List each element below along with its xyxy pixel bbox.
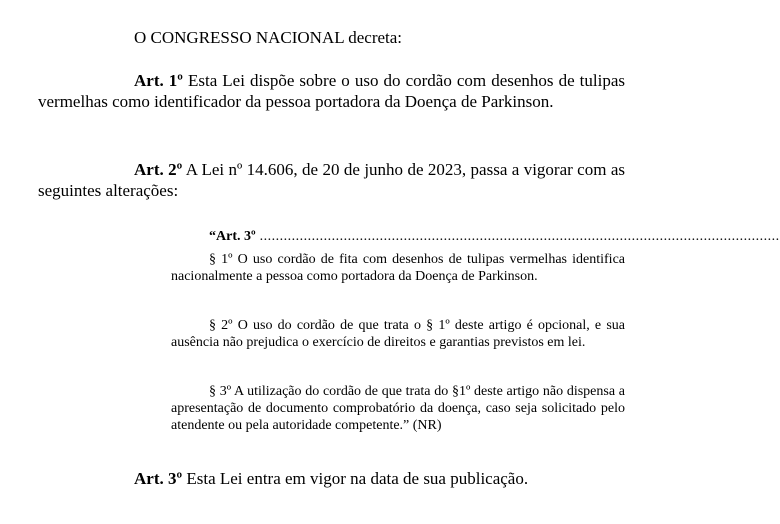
paragraph-3: § 3º A utilização do cordão de que trata do §1º deste artigo não dispensa a apresentação de documento comprobatório da doença, caso seja solicitado pelo atendente ou pela autoridade competente.” (NR) [171, 384, 625, 433]
quoted-article-heading [209, 228, 780, 245]
paragraph-2: § 2º O uso do cordão de que trata o § 1º deste artigo é opcional, e sua ausência não prejudica o exercício de direitos e garantias previstos em lei. [171, 318, 625, 350]
article-2 [38, 159, 625, 201]
quoted-article-label: “Art. 3º [209, 229, 256, 244]
article-3-text: Esta Lei entra em vigor na data de sua publicação. [186, 469, 529, 488]
article-2-text: A Lei nº 14.606, de 20 de junho de 2023, passa a vigorar com as seguintes alterações: [38, 160, 626, 200]
enactment-clause: O CONGRESSO NACIONAL decreta: [134, 28, 403, 47]
article-1-text: Esta Lei dispõe sobre o uso do cordão com desenhos de tulipas vermelhas como identificador da pessoa portadora da Doença de Parkinson. [38, 71, 625, 111]
article-1 [38, 70, 625, 112]
article-1-label: Art. 1º [134, 71, 183, 90]
paragraph-1: § 1º O uso cordão de fita com desenhos de tulipas vermelhas identifica nacionalmente a pessoa como portadora da Doença de Parkinson. [171, 252, 625, 284]
article-3-label: Art. 3º [134, 469, 183, 488]
article-3 [38, 468, 625, 489]
article-2-label: Art. 2º [134, 160, 183, 179]
dot-leader: .................................................................................................................................. [259, 229, 780, 244]
